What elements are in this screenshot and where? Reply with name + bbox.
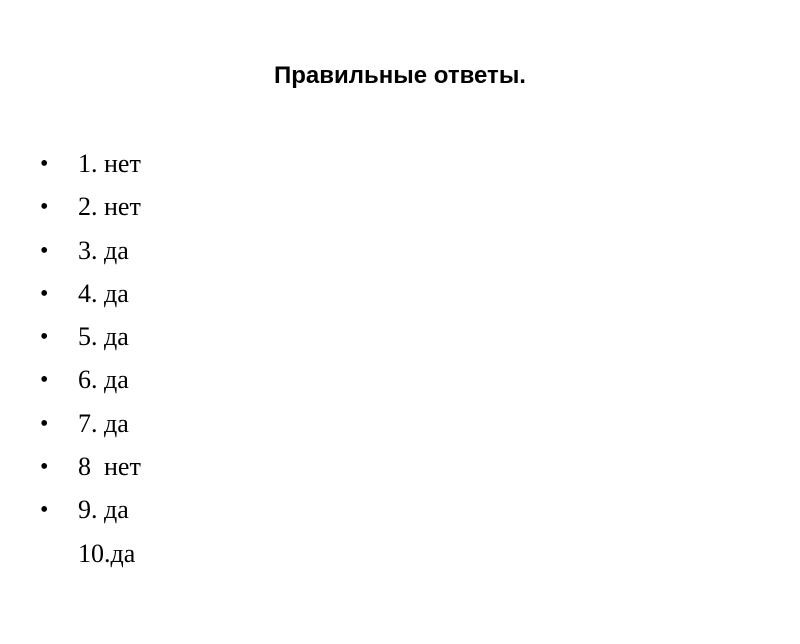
bullet-icon: • bbox=[40, 280, 49, 307]
bullet-icon: • bbox=[40, 410, 49, 437]
list-item bbox=[40, 146, 141, 189]
list-item bbox=[40, 319, 129, 362]
bullet-icon: • bbox=[40, 454, 49, 481]
bullet-icon: • bbox=[40, 237, 49, 264]
answer-text: 4. да bbox=[78, 278, 129, 308]
list-item bbox=[40, 406, 129, 449]
answer-text: 3. да bbox=[78, 235, 129, 265]
answer-text: 8 нет bbox=[78, 452, 141, 482]
bullet-icon: • bbox=[40, 497, 49, 524]
answers-list bbox=[40, 146, 141, 579]
list-item bbox=[40, 449, 141, 492]
list-item bbox=[40, 536, 136, 579]
answer-text: 1. нет bbox=[78, 149, 141, 178]
answer-text: 5. да bbox=[78, 322, 129, 352]
bullet-icon: • bbox=[40, 324, 49, 351]
list-item bbox=[40, 276, 129, 319]
bullet-icon: • bbox=[40, 367, 49, 394]
answer-text: 10.да bbox=[78, 538, 136, 568]
answer-text: 2. нет bbox=[78, 192, 141, 222]
answer-text: 6. да bbox=[78, 365, 129, 395]
answer-text: 9. да bbox=[78, 495, 129, 525]
slide-title: Правильные ответы. bbox=[274, 62, 526, 89]
bullet-icon: • bbox=[40, 151, 49, 177]
answer-text: 7. да bbox=[78, 408, 129, 438]
list-item bbox=[40, 189, 141, 232]
list-item bbox=[40, 492, 129, 535]
list-item bbox=[40, 233, 129, 276]
list-item bbox=[40, 362, 129, 405]
bullet-icon: • bbox=[40, 194, 49, 221]
